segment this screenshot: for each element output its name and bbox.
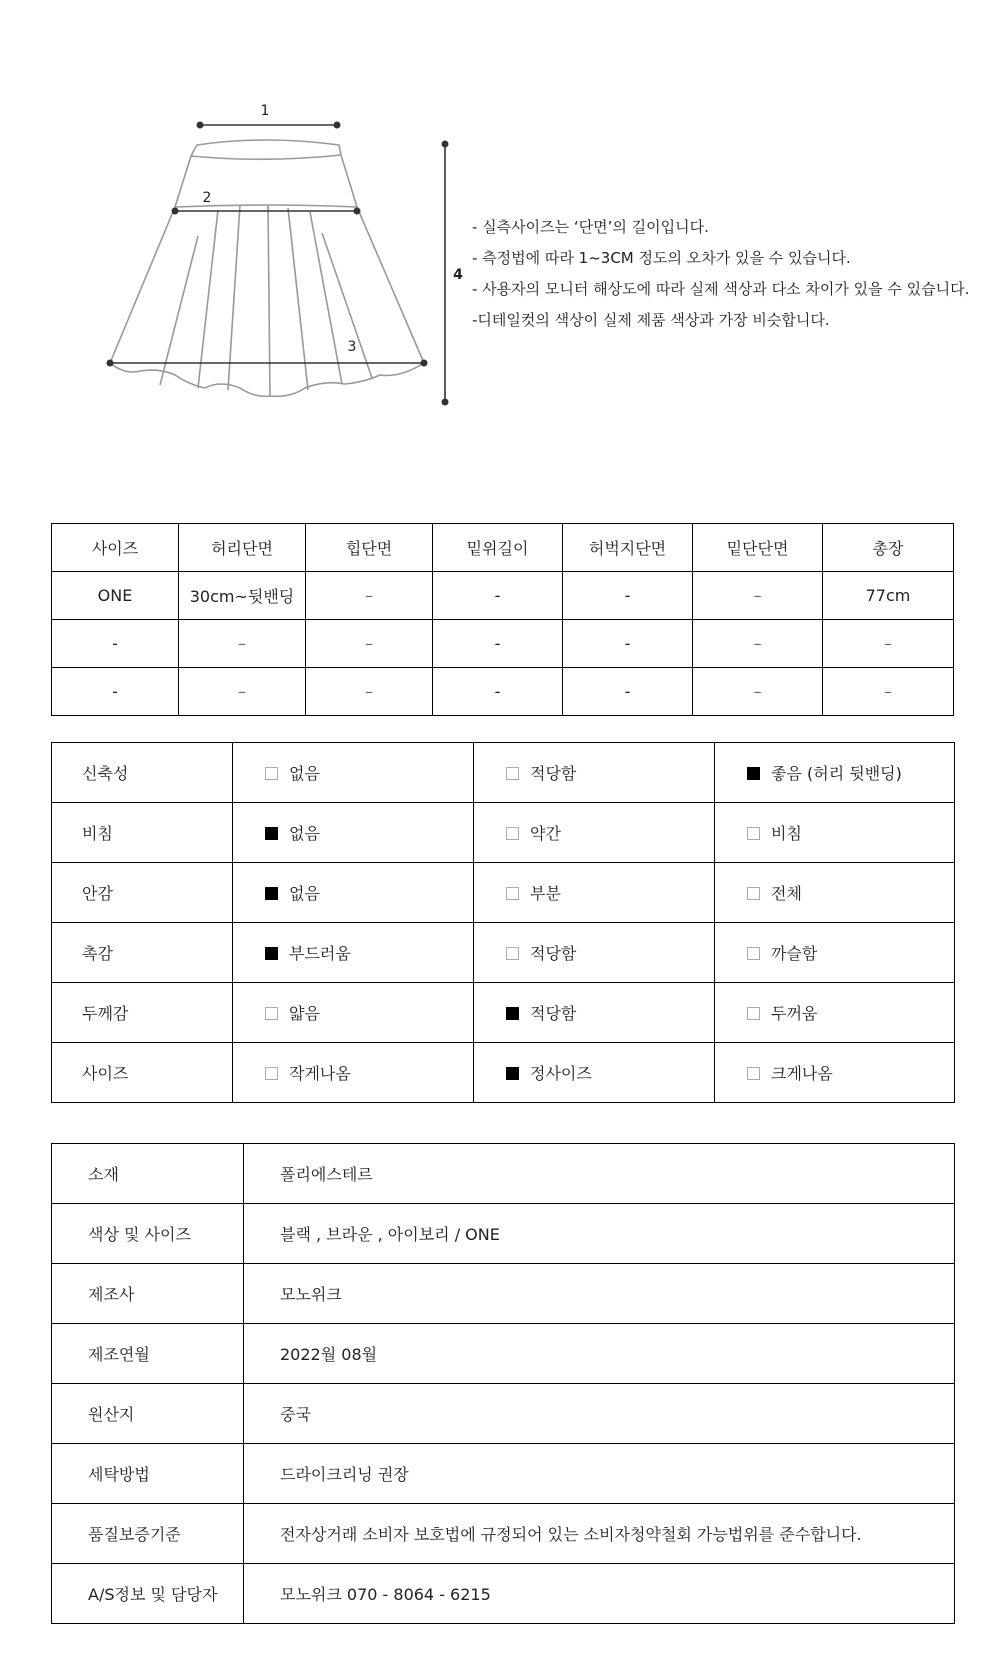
size-table-header [52, 524, 954, 572]
measure-label-3: 3 [347, 339, 357, 355]
info-value: 전자상거래 소비자 보호법에 규정되어 있는 소비자청약철회 가능법위를 준수합니다. [244, 1504, 955, 1564]
size-header-cell: 힙단면 [306, 524, 433, 572]
size-header-cell: 허리단면 [179, 524, 306, 572]
attribute-option-label: 부분 [530, 884, 561, 903]
unchecked-box-icon [747, 1067, 760, 1080]
unchecked-box-icon [747, 947, 760, 960]
attribute-row [52, 863, 955, 923]
size-cell: – [823, 668, 954, 716]
attribute-option-label: 좋음 (허리 뒷밴딩) [771, 764, 902, 783]
attribute-row [52, 923, 955, 983]
info-row [52, 1144, 955, 1204]
attribute-option-label: 작게나옴 [289, 1064, 351, 1083]
info-row [52, 1504, 955, 1564]
size-cell: – [306, 572, 433, 620]
attribute-option [474, 803, 715, 863]
attribute-row [52, 803, 955, 863]
note-line: - 실측사이즈는 ‘단면’의 길이입니다. [472, 218, 709, 236]
size-cell: – [306, 620, 433, 668]
attribute-option [233, 983, 474, 1043]
info-value: 드라이크리닝 권장 [244, 1444, 955, 1504]
unchecked-box-icon [506, 767, 519, 780]
info-label: 제조연월 [52, 1324, 244, 1384]
measure-label-2: 2 [202, 190, 212, 206]
skirt-outline [110, 140, 424, 396]
attribute-option-label: 없음 [289, 884, 320, 903]
info-label: 세탁방법 [52, 1444, 244, 1504]
size-cell: – [179, 620, 306, 668]
measure-label-1: 1 [260, 103, 270, 119]
attribute-option-label: 까슬함 [771, 944, 818, 963]
attribute-option-label: 적당함 [530, 1004, 577, 1023]
size-cell: - [433, 572, 563, 620]
attribute-label: 안감 [52, 863, 233, 923]
attribute-label: 촉감 [52, 923, 233, 983]
checked-box-icon [506, 1007, 519, 1020]
size-table-row [52, 620, 954, 668]
attribute-table [51, 742, 955, 1103]
size-header-cell: 밑단단면 [693, 524, 823, 572]
size-cell: – [179, 668, 306, 716]
size-cell: – [823, 620, 954, 668]
attribute-option [233, 743, 474, 803]
attribute-option-label: 없음 [289, 824, 320, 843]
measurement-notes [472, 212, 969, 336]
attribute-label: 두께감 [52, 983, 233, 1043]
size-cell: - [433, 668, 563, 716]
checked-box-icon [265, 947, 278, 960]
attribute-label: 신축성 [52, 743, 233, 803]
attribute-option-label: 적당함 [530, 764, 577, 783]
attribute-option [715, 923, 955, 983]
info-row [52, 1384, 955, 1444]
attribute-option-label: 비침 [771, 824, 802, 843]
attribute-option [474, 863, 715, 923]
attribute-option [474, 983, 715, 1043]
size-cell: - [52, 620, 179, 668]
attribute-option [233, 863, 474, 923]
attribute-label: 비침 [52, 803, 233, 863]
info-row [52, 1204, 955, 1264]
size-cell: 77cm [823, 572, 954, 620]
size-cell: - [433, 620, 563, 668]
attribute-row [52, 983, 955, 1043]
unchecked-box-icon [747, 887, 760, 900]
info-label: 제조사 [52, 1264, 244, 1324]
unchecked-box-icon [747, 1007, 760, 1020]
attribute-row [52, 743, 955, 803]
unchecked-box-icon [265, 1007, 278, 1020]
size-table [51, 523, 954, 716]
info-label: 품질보증기준 [52, 1504, 244, 1564]
attribute-option [474, 923, 715, 983]
attribute-option [474, 1043, 715, 1103]
size-table-row [52, 572, 954, 620]
size-table-row [52, 668, 954, 716]
info-row [52, 1264, 955, 1324]
attribute-option [233, 1043, 474, 1103]
attribute-option-label: 얇음 [289, 1004, 320, 1023]
attribute-option [233, 923, 474, 983]
info-value: 모노위크 070 - 8064 - 6215 [244, 1564, 955, 1624]
info-label: 소재 [52, 1144, 244, 1204]
info-label: A/S정보 및 담당자 [52, 1564, 244, 1624]
size-header-cell: 허벅지단면 [563, 524, 693, 572]
attribute-option-label: 약간 [530, 824, 561, 843]
size-header-cell: 사이즈 [52, 524, 179, 572]
unchecked-box-icon [506, 887, 519, 900]
unchecked-box-icon [265, 1067, 278, 1080]
info-value: 모노위크 [244, 1264, 955, 1324]
attribute-row [52, 1043, 955, 1103]
attribute-option-label: 두꺼움 [771, 1004, 818, 1023]
size-header-cell: 밑위길이 [433, 524, 563, 572]
size-cell: 30cm~뒷밴딩 [179, 572, 306, 620]
size-header-cell: 총장 [823, 524, 954, 572]
attribute-option-label: 부드러움 [289, 944, 351, 963]
product-info-table [51, 1143, 955, 1624]
size-cell: – [306, 668, 433, 716]
info-value: 블랙 , 브라운 , 아이보리 / ONE [244, 1204, 955, 1264]
info-row [52, 1564, 955, 1624]
note-line: - 측정법에 따라 1~3CM 정도의 오차가 있을 수 있습니다. [472, 249, 851, 267]
size-cell: - [563, 572, 693, 620]
attribute-option [233, 803, 474, 863]
checked-box-icon [747, 767, 760, 780]
unchecked-box-icon [265, 767, 278, 780]
size-cell: - [563, 620, 693, 668]
attribute-option [715, 743, 955, 803]
attribute-option [715, 983, 955, 1043]
attribute-option-label: 적당함 [530, 944, 577, 963]
info-value: 2022월 08월 [244, 1324, 955, 1384]
size-cell: – [693, 620, 823, 668]
measure-label-4: 4 [453, 267, 463, 283]
attribute-option [715, 863, 955, 923]
checked-box-icon [265, 827, 278, 840]
size-cell: - [563, 668, 693, 716]
info-value: 폴리에스테르 [244, 1144, 955, 1204]
info-value: 중국 [244, 1384, 955, 1444]
attribute-label: 사이즈 [52, 1043, 233, 1103]
unchecked-box-icon [506, 827, 519, 840]
attribute-option-label: 크게나옴 [771, 1064, 833, 1083]
attribute-option-label: 전체 [771, 884, 802, 903]
checked-box-icon [506, 1067, 519, 1080]
info-label: 색상 및 사이즈 [52, 1204, 244, 1264]
info-label: 원산지 [52, 1384, 244, 1444]
attribute-option [474, 743, 715, 803]
unchecked-box-icon [506, 947, 519, 960]
size-cell: - [52, 668, 179, 716]
note-line: -디테일컷의 색상이 실제 제품 색상과 가장 비슷합니다. [472, 311, 830, 329]
size-cell: – [693, 572, 823, 620]
size-cell: ONE [52, 572, 179, 620]
info-row [52, 1324, 955, 1384]
checked-box-icon [265, 887, 278, 900]
size-cell: – [693, 668, 823, 716]
unchecked-box-icon [747, 827, 760, 840]
attribute-option-label: 정사이즈 [530, 1064, 592, 1083]
info-row [52, 1444, 955, 1504]
attribute-option-label: 없음 [289, 764, 320, 783]
note-line: - 사용자의 모니터 해상도에 따라 실제 색상과 다소 차이가 있을 수 있습니다. [472, 280, 970, 298]
attribute-option [715, 803, 955, 863]
attribute-option [715, 1043, 955, 1103]
